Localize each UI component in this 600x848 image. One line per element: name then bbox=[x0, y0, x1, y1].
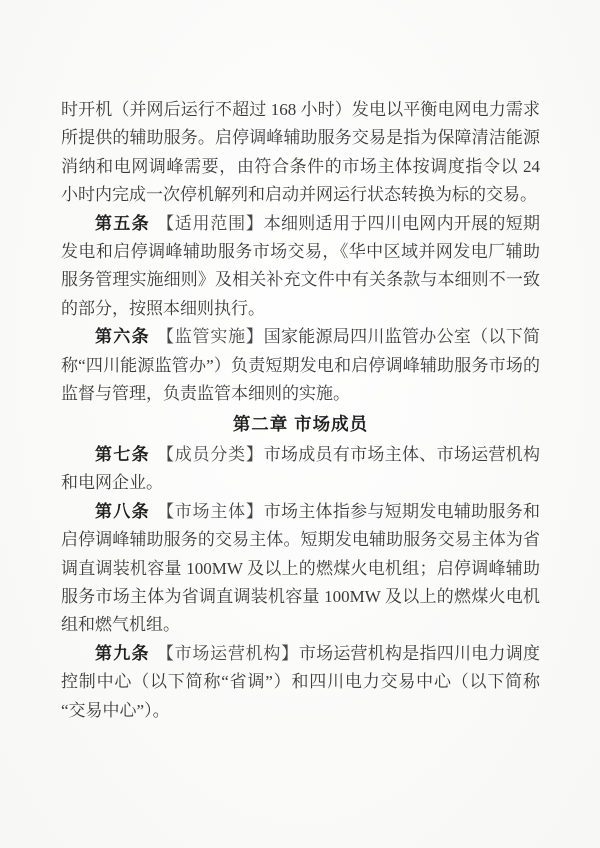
article-text: 市场运营机构是指四川电力调度控制中心（以下简称“省调”）和四川电力交易中心（以下简称“交易中心”）。 bbox=[61, 643, 541, 720]
article-label: 【成员分类】 bbox=[156, 444, 264, 464]
article-paragraph-7 bbox=[61, 441, 540, 498]
article-number: 第五条 bbox=[95, 213, 150, 233]
article-label: 【监管实施】 bbox=[156, 327, 264, 347]
article-text: 国家能源局四川监管办公室（以下简称“四川能源监管办”）负责短期发电和启停调峰辅助服务市场的监督与管理，负责监管本细则的实施。 bbox=[61, 327, 540, 404]
article-text: 本细则适用于四川电网内开展的短期发电和启停调峰辅助服务市场交易，《华中区域并网发电厂辅助服务管理实施细则》及相关补充文件中有关条款与本细则不一致的部分，按照本细则执行。 bbox=[61, 213, 540, 318]
paragraph-continuation bbox=[61, 96, 540, 210]
article-number: 第九条 bbox=[95, 643, 150, 663]
article-text: 市场主体指参与短期发电辅助服务和启停调峰辅助服务的交易主体。短期发电辅助服务交易主体为省调直调装机容量 100MW 及以上的燃煤火电机组；启停调峰辅助服务市场主体为省调直调装机容量 100MW 及以上的燃煤火电机组和燃气机组。 bbox=[61, 501, 540, 635]
article-label: 【适用范围】 bbox=[156, 213, 264, 233]
article-paragraph-5 bbox=[61, 210, 540, 324]
article-label: 【市场主体】 bbox=[156, 501, 264, 521]
document-text-block bbox=[61, 96, 540, 725]
article-number: 第八条 bbox=[95, 501, 150, 521]
chapter-heading: 第二章 市场成员 bbox=[232, 414, 369, 435]
article-label: 【市场运营机构】 bbox=[156, 643, 299, 663]
article-paragraph-8 bbox=[61, 498, 540, 640]
paragraph-text: 时开机（并网后运行不超过 168 小时）发电以平衡电网电力需求所提供的辅助服务。启停调峰辅助服务交易是指为保障清洁能源消纳和电网调峰需要，由符合条件的市场主体按调度指令以 24 小时内完成一次停机解列和启动并网运行状态转换为标的交易。 bbox=[61, 100, 540, 205]
article-number: 第六条 bbox=[95, 327, 150, 347]
article-paragraph-6 bbox=[61, 323, 540, 408]
article-number: 第七条 bbox=[95, 444, 150, 464]
article-paragraph-9 bbox=[61, 640, 540, 725]
article-text: 市场成员有市场主体、市场运营机构和电网企业。 bbox=[61, 444, 540, 493]
